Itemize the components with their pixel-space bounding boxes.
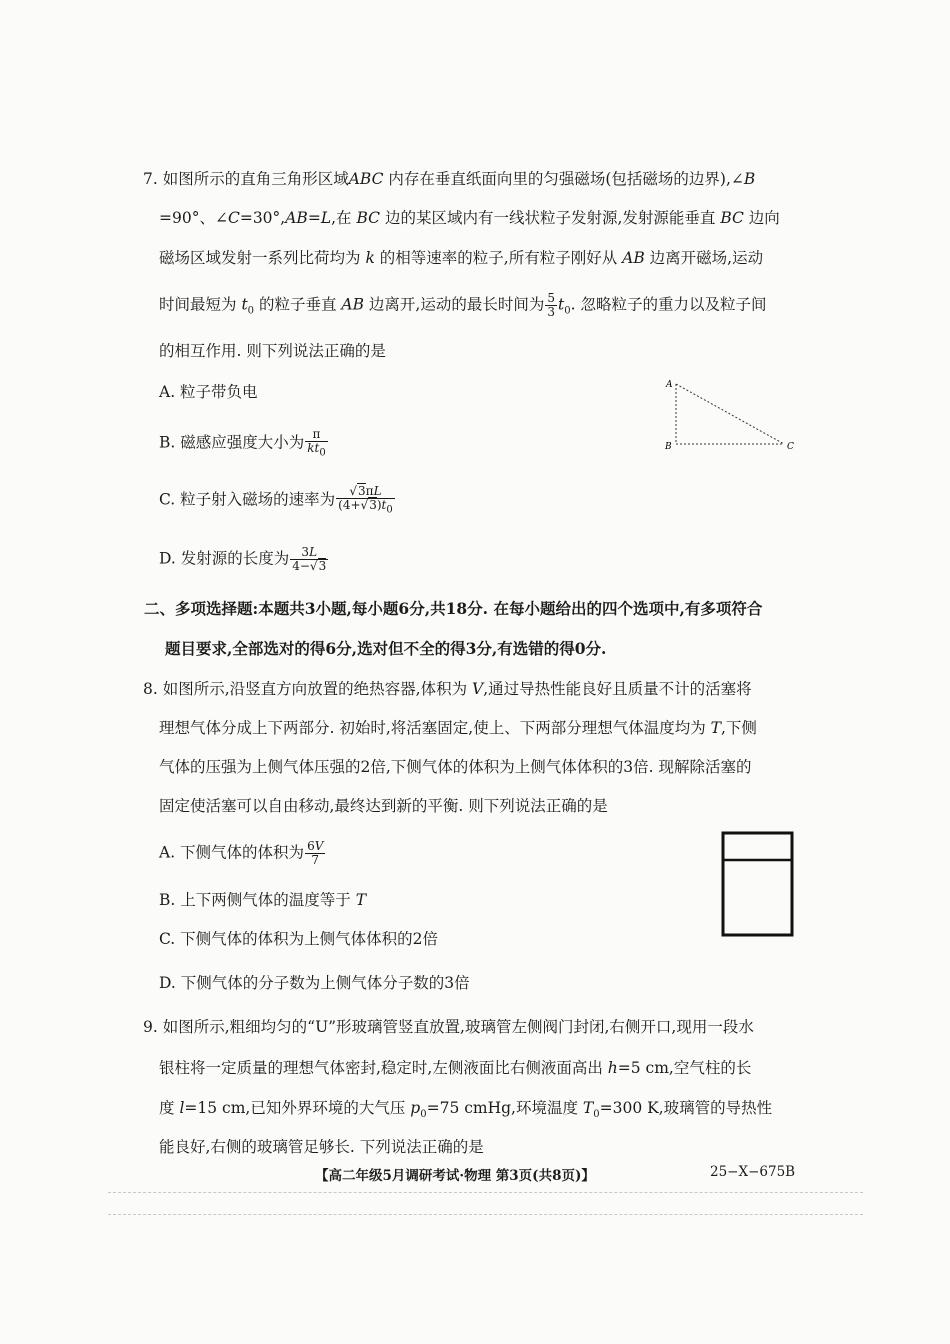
q9-stem-2-h: h bbox=[607, 1059, 618, 1077]
q7-stem-line-5: 的相互作用. 则下列说法正确的是 bbox=[159, 342, 386, 360]
triangle-side-ac bbox=[676, 384, 784, 444]
triangle-abc-figure bbox=[660, 372, 800, 454]
q7-option-b-num: π bbox=[305, 428, 327, 442]
divider-dashed-2 bbox=[108, 1214, 863, 1215]
container-outline bbox=[723, 833, 792, 935]
q7-stem-1-a: 7. 如图所示的直角三角形区域 bbox=[143, 170, 349, 188]
exam-code: 25−X−675B bbox=[710, 1164, 796, 1180]
triangle-label-b: B bbox=[665, 442, 672, 452]
q9-stem-line-1: 9. 如图所示,粗细均匀的“U”形玻璃管竖直放置,玻璃管左侧阀门封闭,右侧开口,现用一段水 bbox=[143, 1018, 754, 1036]
q8-stem-1-a: 8. 如图所示,沿竖直方向放置的绝热容器,体积为 bbox=[143, 680, 472, 698]
q9-stem-3-b: =15 cm,已知外界环境的大气压 bbox=[184, 1099, 411, 1117]
section2-heading-line-1: 二、多项选择题:本题共3小题,每小题6分,共18分. 在每小题给出的四个选项中,有多项符合 bbox=[144, 599, 763, 618]
q7-option-d-den: 4−√3 bbox=[292, 559, 327, 573]
q7-option-c bbox=[159, 485, 396, 516]
q8-option-d: D. 下侧气体的分子数为上侧气体分子数的3倍 bbox=[159, 974, 470, 992]
q7-stem-2-a: =90°、∠ bbox=[159, 209, 228, 227]
q7-stem-2-C: C bbox=[227, 209, 240, 227]
q9-stem-3-sub0: 0 bbox=[420, 1109, 427, 1121]
q7-option-b-text: B. 磁感应强度大小为 bbox=[159, 433, 305, 452]
q8-stem-line-1 bbox=[143, 678, 752, 700]
q7-stem-2-BC: BC bbox=[356, 209, 381, 227]
triangle-label-a: A bbox=[666, 380, 673, 390]
divider-dashed-1 bbox=[108, 1192, 863, 1193]
q9-stem-3-c: =75 cmHg,环境温度 bbox=[426, 1099, 583, 1117]
q7-stem-1-b: 内存在垂直纸面向里的匀强磁场(包括磁场的边界),∠ bbox=[383, 170, 744, 188]
q7-stem-2-d: ,在 bbox=[331, 209, 357, 227]
q7-option-c-text: C. 粒子射入磁场的速率为 bbox=[159, 490, 336, 509]
q7-stem-3-a: 磁场区域发射一系列比荷均为 bbox=[159, 249, 366, 267]
q8-option-c: C. 下侧气体的体积为上侧气体体积的2倍 bbox=[159, 930, 439, 948]
q7-option-d-num: 3L bbox=[290, 546, 328, 560]
q9-stem-line-4: 能良好,右侧的玻璃管足够长. 下列说法正确的是 bbox=[159, 1138, 484, 1156]
q7-stem-3-k: k bbox=[365, 249, 375, 267]
q9-stem-3-d: =300 K,玻璃管的导热性 bbox=[599, 1099, 773, 1117]
q9-stem-3-T: T bbox=[582, 1099, 594, 1117]
q8-stem-line-4: 固定使活塞可以自由移动,最终达到新的平衡. 则下列说法正确的是 bbox=[159, 797, 608, 815]
q9-stem-line-3 bbox=[159, 1097, 772, 1126]
q7-stem-4-AB: AB bbox=[341, 295, 364, 314]
q9-stem-line-2 bbox=[159, 1057, 751, 1079]
q7-option-c-num: √3πL bbox=[336, 485, 395, 499]
q7-stem-4-sub0: 0 bbox=[247, 305, 255, 317]
q9-stem-3-l: l bbox=[179, 1099, 185, 1117]
q7-stem-2-c: = bbox=[307, 209, 321, 227]
q7-stem-3-AB: AB bbox=[622, 249, 645, 267]
q8-option-a-frac bbox=[305, 840, 325, 867]
q9-stem-3-p: p bbox=[410, 1099, 421, 1117]
q7-option-b-frac bbox=[305, 428, 327, 459]
q7-option-c-frac bbox=[336, 485, 395, 516]
container-figure bbox=[720, 830, 796, 938]
q7-stem-3-b: 的相等速率的粒子,所有粒子刚好从 bbox=[374, 249, 623, 267]
q9-stem-3-sub0b: 0 bbox=[593, 1109, 600, 1121]
q7-option-d bbox=[159, 546, 329, 573]
q7-option-b bbox=[159, 428, 329, 459]
q7-stem-4-t0: t bbox=[241, 295, 248, 314]
q7-frac-num: 5 bbox=[547, 291, 555, 305]
q8-option-b-T: T bbox=[355, 891, 367, 909]
q7-stem-2-L: L bbox=[320, 209, 332, 227]
q7-option-a: A. 粒子带负电 bbox=[159, 383, 258, 401]
q7-stem-4-sub0b: 0 bbox=[564, 305, 571, 317]
q8-option-a-text: A. 下侧气体的体积为 bbox=[159, 843, 305, 862]
q8-option-a bbox=[159, 840, 326, 867]
q8-stem-2-b: ,下侧 bbox=[720, 719, 757, 737]
q8-option-b bbox=[159, 889, 366, 911]
q7-stem-line-3 bbox=[159, 247, 763, 269]
q7-stem-2-AB: AB bbox=[285, 209, 308, 227]
q8-stem-1-b: ,通过导热性能良好且质量不计的活塞将 bbox=[483, 680, 752, 698]
q7-stem-line-4 bbox=[159, 292, 766, 323]
q7-stem-2-BC2: BC bbox=[720, 209, 744, 227]
q8-stem-1-V: V bbox=[472, 680, 484, 698]
q8-option-a-den: 7 bbox=[311, 853, 320, 867]
q7-stem-1-B: B bbox=[743, 170, 756, 188]
q7-option-d-frac bbox=[290, 546, 328, 573]
q8-stem-line-2 bbox=[159, 717, 757, 739]
q7-stem-4-a: 时间最短为 bbox=[159, 295, 242, 314]
q7-stem-line-1 bbox=[143, 168, 755, 190]
q7-stem-2-b: =30°, bbox=[239, 209, 286, 227]
q7-stem-3-c: 边离开磁场,运动 bbox=[644, 249, 764, 267]
triangle-label-c: C bbox=[787, 442, 794, 452]
q9-stem-2-a: 银柱将一定质量的理想气体密封,稳定时,左侧液面比右侧液面高出 bbox=[159, 1059, 608, 1077]
q7-stem-line-2 bbox=[159, 207, 780, 229]
q7-stem-2-e: 边的某区域内有一线状粒子发射源,发射源能垂直 bbox=[380, 209, 721, 227]
section2-heading-line-2: 题目要求,全部选对的得6分,选对但不全的得3分,有选错的得0分. bbox=[165, 639, 607, 658]
q8-stem-2-T: T bbox=[710, 719, 721, 737]
q7-stem-1-abc: ABC bbox=[348, 170, 384, 188]
q8-option-b-text: B. 上下两侧气体的温度等于 bbox=[159, 891, 356, 909]
q8-stem-2-a: 理想气体分成上下两部分. 初始时,将活塞固定,使上、下两部分理想气体温度均为 bbox=[159, 719, 711, 737]
q7-stem-2-f: 边向 bbox=[743, 209, 780, 227]
q8-stem-line-3: 气体的压强为上侧气体压强的2倍,下侧气体的体积为上侧气体体积的3倍. 现解除活塞的 bbox=[159, 758, 752, 776]
q7-frac-den: 3 bbox=[547, 305, 555, 319]
q8-option-a-num: 6V bbox=[307, 839, 324, 853]
q7-option-d-text: D. 发射源的长度为 bbox=[159, 549, 290, 568]
q9-stem-3-a: 度 bbox=[159, 1099, 180, 1117]
q7-stem-4-t0b: t bbox=[558, 295, 565, 314]
q7-option-b-den: $kt_0$ bbox=[307, 441, 326, 459]
q7-stem-4-b: 的粒子垂直 bbox=[254, 295, 342, 314]
q7-stem-4-c: 边离开,运动的最长时间为 bbox=[364, 295, 545, 314]
page-footer: 【高二年级5月调研考试·物理 第3页(共8页)】 bbox=[315, 1168, 595, 1184]
q7-option-c-den: $(4+√3)t_0$ bbox=[338, 498, 393, 516]
q9-stem-2-b: =5 cm,空气柱的长 bbox=[617, 1059, 752, 1077]
q7-stem-4-d: . 忽略粒子的重力以及粒子间 bbox=[570, 295, 767, 314]
q7-frac-5-3 bbox=[545, 292, 557, 319]
